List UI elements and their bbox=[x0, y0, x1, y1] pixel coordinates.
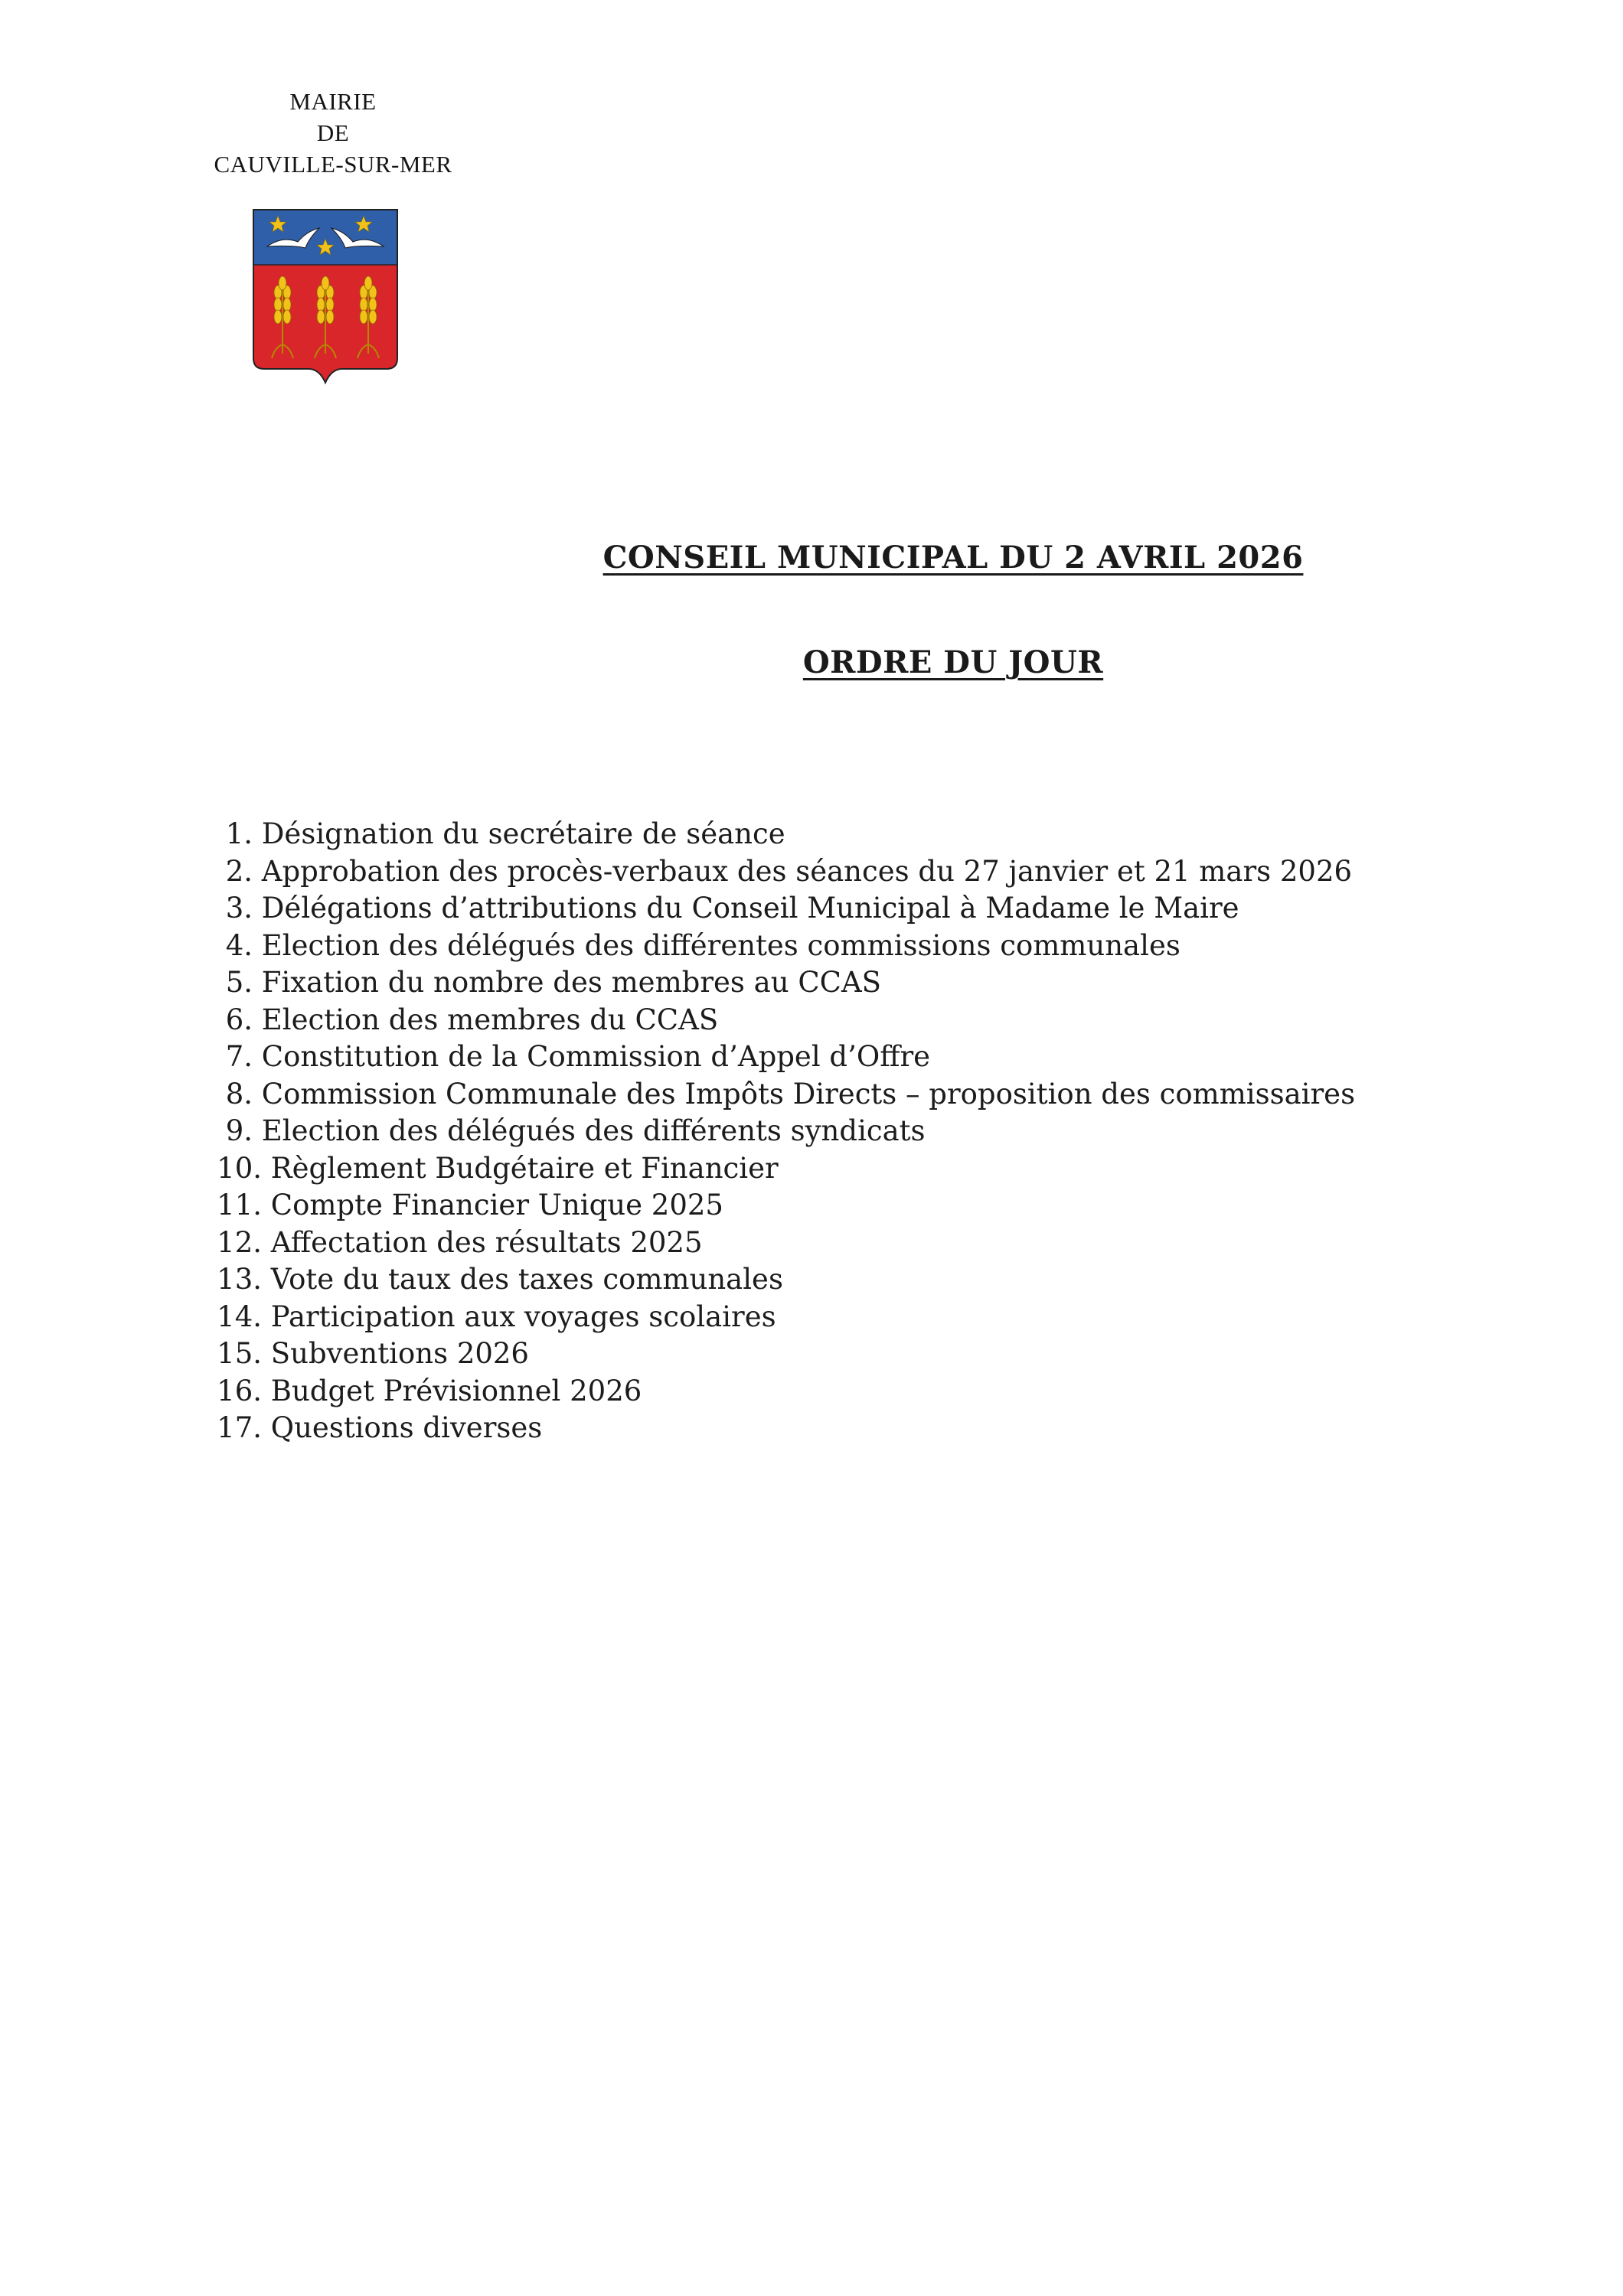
list-item: 13. Vote du taux des taxes communales bbox=[217, 1263, 783, 1296]
header-line-mairie: MAIRIE bbox=[289, 88, 377, 115]
document-title: CONSEIL MUNICIPAL DU 2 AVRIL 2026 bbox=[603, 540, 1304, 576]
list-item: 7. Constitution de la Commission d’Appel d’Offre bbox=[225, 1040, 931, 1073]
list-item: 5. Fixation du nombre des membres au CCAS bbox=[225, 966, 882, 999]
list-item: 10. Règlement Budgétaire et Financier bbox=[217, 1151, 779, 1185]
header-line-de: DE bbox=[316, 119, 350, 146]
document-subtitle: ORDRE DU JOUR bbox=[802, 644, 1104, 680]
list-item: 3. Délégations d’attributions du Conseil Municipal à Madame le Maire bbox=[225, 892, 1239, 925]
list-item: 16. Budget Prévisionnel 2026 bbox=[217, 1374, 642, 1407]
list-item: 14. Participation aux voyages scolaires bbox=[217, 1300, 776, 1333]
list-item: 17. Questions diverses bbox=[217, 1411, 543, 1444]
mairie-header bbox=[176, 86, 490, 180]
agenda-list bbox=[201, 816, 1355, 1447]
list-item: 1. Désignation du secrétaire de séance bbox=[225, 817, 785, 850]
coat-of-arms-icon bbox=[252, 208, 399, 386]
list-item: 11. Compte Financier Unique 2025 bbox=[217, 1189, 723, 1221]
list-item: 9. Election des délégués des différents syndicats bbox=[225, 1114, 926, 1147]
list-item: 6. Election des membres du CCAS bbox=[225, 1003, 719, 1036]
list-item: 8. Commission Communale des Impôts Directs – proposition des commissaires bbox=[225, 1077, 1356, 1110]
list-item: 4. Election des délégués des différentes commissions communales bbox=[225, 928, 1181, 962]
list-item: 15. Subventions 2026 bbox=[217, 1337, 529, 1370]
list-item: 12. Affectation des résultats 2025 bbox=[217, 1225, 703, 1259]
list-item: 2. Approbation des procès-verbaux des séances du 27 janvier et 21 mars 2026 bbox=[225, 854, 1353, 888]
header-line-commune: CAUVILLE-SUR-MER bbox=[214, 151, 452, 178]
